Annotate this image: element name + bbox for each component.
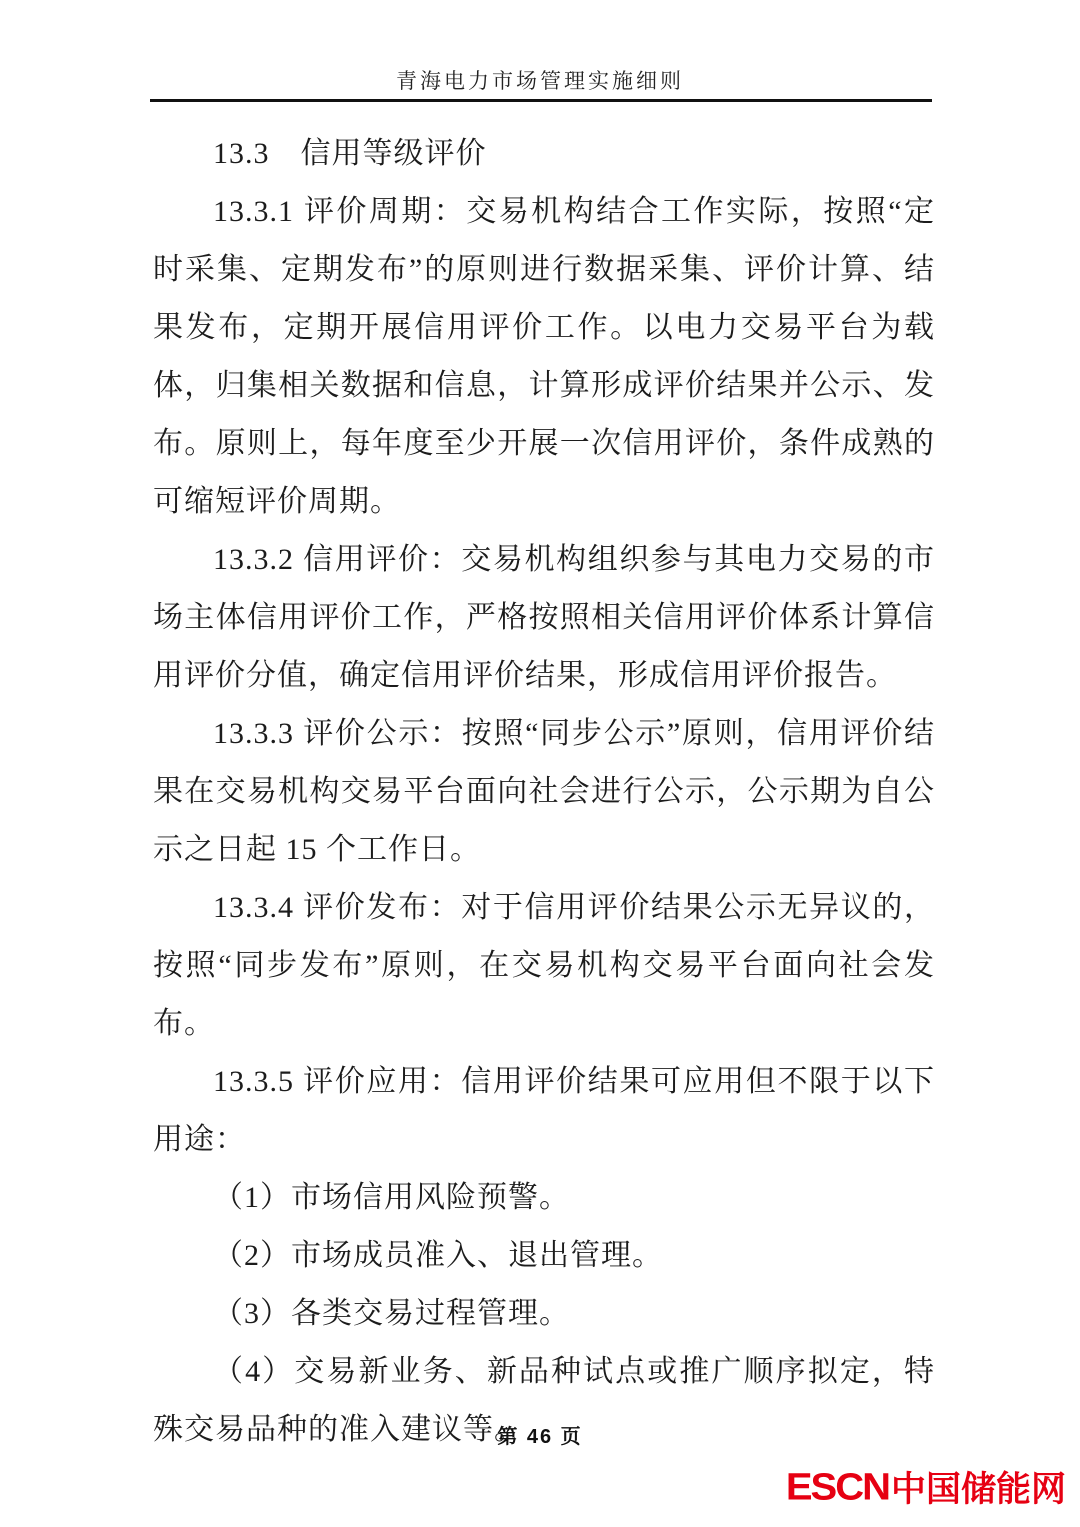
paragraph: 13.3.3 评价公示：按照“同步公示”原则，信用评价结果在交易机构交易平台面向社会进行公示，公示期为自公示之日起 15 个工作日。 [153,717,935,866]
paragraph: （3）各类交易过程管理。 [213,1297,570,1330]
paragraph-list [153,183,935,1459]
document-body [153,125,935,1459]
escn-logo [786,1466,1066,1508]
section-heading: 13.3 信用等级评价 [213,137,487,170]
paragraph: 13.3.4 评价发布：对于信用评价结果公示无异议的，按照“同步发布”原则，在交易机构交易平台面向社会发布。 [153,891,935,1040]
page-number: 第 46 页 [497,1426,583,1448]
escn-logo-chinese: 中国储能网 [890,1470,1066,1509]
header-rule [150,99,932,102]
page-header [0,0,1080,102]
paragraph: （1）市场信用风险预警。 [213,1181,570,1214]
paragraph: 13.3.2 信用评价：交易机构组织参与其电力交易的市场主体信用评价工作，严格按照相关信用评价体系计算信用评价分值，确定信用评价结果，形成信用评价报告。 [153,543,935,692]
header-title: 青海电力市场管理实施细则 [396,69,684,93]
paragraph: 13.3.5 评价应用：信用评价结果可应用但不限于以下用途： [153,1065,935,1156]
paragraph: （4）交易新业务、新品种试点或推广顺序拟定，特殊交易品种的准入建议等。 [153,1355,935,1446]
page-footer [0,1420,1080,1449]
paragraph: （2）市场成员准入、退出管理。 [213,1239,663,1272]
escn-logo-latin: ESCN [785,1465,889,1508]
paragraph: 13.3.1 评价周期：交易机构结合工作实际，按照“定时采集、定期发布”的原则进行数据采集、评价计算、结果发布，定期开展信用评价工作。以电力交易平台为载体，归集相关数据和信息，计算形成评价结果并公示、发布。原则上，每年度至少开展一次信用评价，条件成熟的可缩短评价周期。 [153,195,935,518]
